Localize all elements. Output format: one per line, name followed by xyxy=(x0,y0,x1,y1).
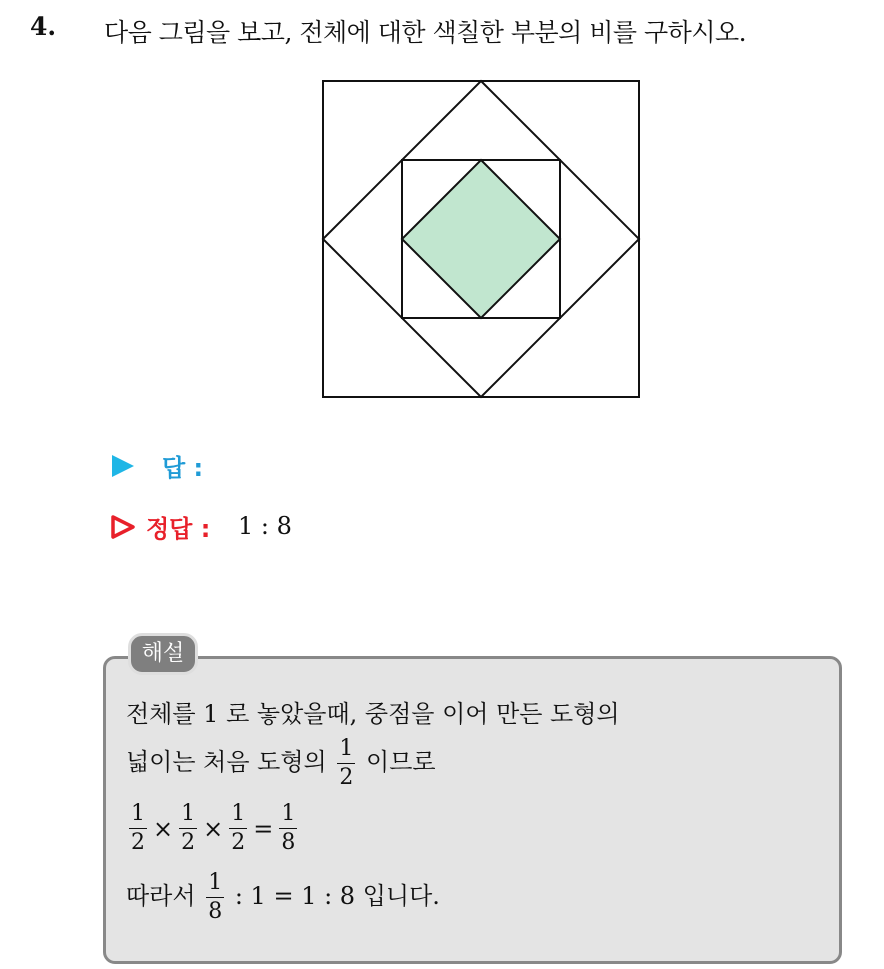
filled-triangle-icon xyxy=(110,454,136,478)
correct-answer-value: 1 : 8 xyxy=(238,512,292,540)
explanation-tag: 해설 xyxy=(128,633,198,675)
question-number: 4. xyxy=(30,12,57,41)
line2-text-after: 이므로 xyxy=(366,748,436,776)
explanation-equation xyxy=(126,803,300,854)
explanation-line-1: 전체를 1 로 놓았을때, 중점을 이어 만든 도형의 xyxy=(126,700,620,728)
fraction-one-eighth: $\frac{1}{8}$ xyxy=(208,870,223,924)
nested-squares-figure xyxy=(320,78,644,402)
times-sign-1: × xyxy=(153,814,174,843)
answer-label: 답 : xyxy=(162,454,204,482)
times-sign-2: × xyxy=(203,814,224,843)
shaded-diamond xyxy=(402,160,560,318)
explanation-line-4 xyxy=(126,872,440,923)
line4-text-before: 따라서 xyxy=(126,882,196,910)
question-text: 다음 그림을 보고, 전체에 대한 색칠한 부분의 비를 구하시오. xyxy=(104,18,747,47)
correct-answer-label: 정답 : xyxy=(146,515,211,543)
line4-text-after: : 1 = 1 : 8 입니다. xyxy=(234,882,440,910)
correct-answer-row xyxy=(110,509,210,544)
fraction-3: $\frac{1}{2}$ xyxy=(231,801,246,855)
fraction-2: $\frac{1}{2}$ xyxy=(181,801,196,855)
fraction-1: $\frac{1}{2}$ xyxy=(131,801,145,855)
fraction-one-half: $\frac{1}{2}$ xyxy=(339,736,354,790)
line2-text-before: 넓이는 처음 도형의 xyxy=(126,748,327,776)
fraction-result: $\frac{1}{8}$ xyxy=(281,801,296,855)
outline-triangle-icon xyxy=(110,514,136,540)
equals-sign: = xyxy=(253,814,274,843)
answer-row xyxy=(110,448,203,483)
explanation-line-2 xyxy=(126,738,436,789)
